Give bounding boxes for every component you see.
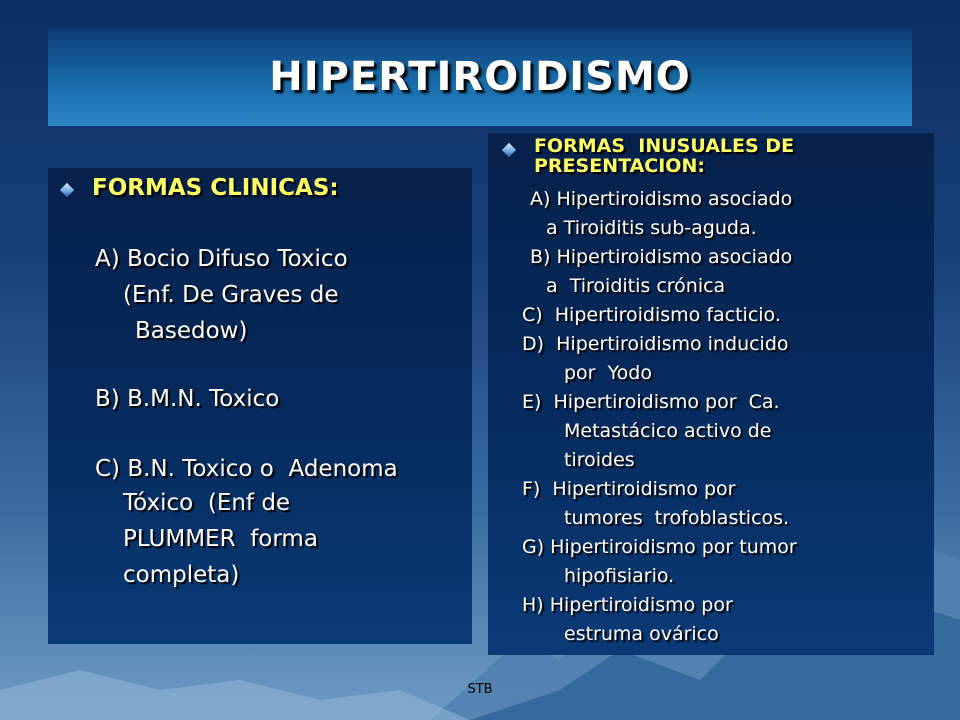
list-item: B) Hipertiroidismo asociado [530,246,793,268]
footer-label: STB [467,682,493,697]
list-item: Metastácico activo de [564,420,772,442]
unusual-forms-heading-line1: FORMAS INUSUALES DE [534,135,795,157]
clinical-forms-panel [48,168,472,644]
unusual-forms-panel [488,133,934,655]
unusual-forms-heading-line2: PRESENTACION: [534,155,705,177]
list-item: Tóxico (Enf de [123,490,291,516]
list-item: hipofisiario. [564,565,675,587]
clinical-forms-heading: FORMAS CLINICAS: [92,175,339,201]
list-item: B) B.M.N. Toxico [95,386,280,412]
list-item: Basedow) [135,318,248,344]
list-item: tumores trofoblasticos. [564,507,790,529]
list-item: a Tiroiditis crónica [546,275,726,297]
diamond-bullet-icon [502,143,516,157]
list-item: (Enf. De Graves de [123,282,339,308]
list-item: a Tiroiditis sub-aguda. [546,217,757,239]
list-item: G) Hipertiroidismo por tumor [522,536,797,558]
list-item: E) Hipertiroidismo por Ca. [522,391,780,413]
list-item: por Yodo [564,362,652,384]
list-item: tiroides [564,449,635,471]
list-item: C) Hipertiroidismo facticio. [522,304,781,326]
title-bar [48,28,912,126]
diamond-bullet-icon [60,183,74,197]
list-item: completa) [123,562,240,588]
list-item: A) Hipertiroidismo asociado [530,188,793,210]
list-item: D) Hipertiroidismo inducido [522,333,789,355]
list-item: C) B.N. Toxico o Adenoma [95,456,398,482]
list-item: estruma ovárico [564,623,719,645]
list-item: PLUMMER forma [123,526,318,552]
list-item: A) Bocio Difuso Toxico [95,246,348,272]
slide-title: HIPERTIROIDISMO [269,54,691,100]
list-item: H) Hipertiroidismo por [522,594,733,616]
list-item: F) Hipertiroidismo por [522,478,736,500]
